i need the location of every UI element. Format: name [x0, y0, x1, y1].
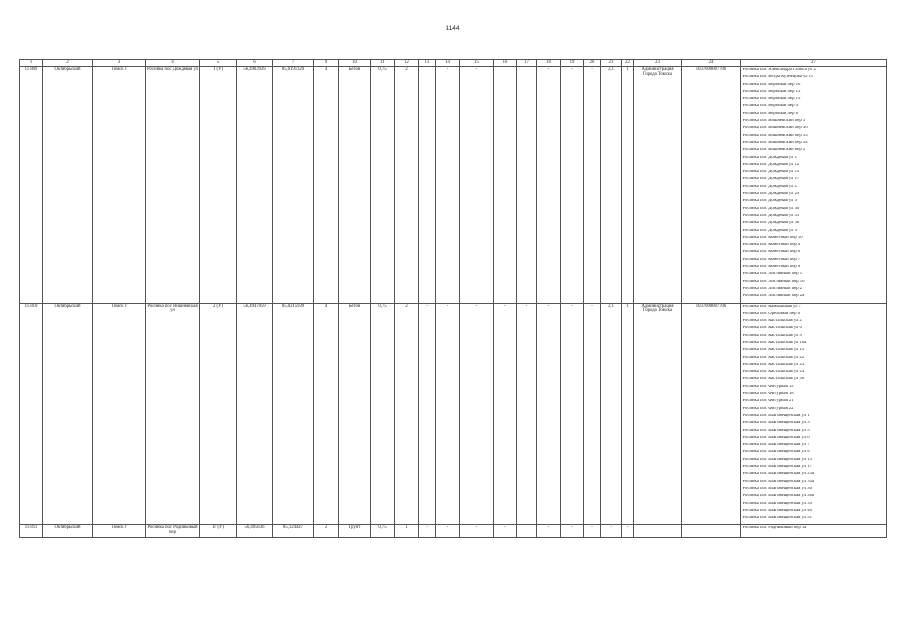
table-cell: Октябрьский	[43, 525, 93, 537]
table-cell	[682, 525, 741, 537]
address-line: Росинка пос Благовещенская ул 17	[742, 465, 812, 470]
table-cell: -	[561, 525, 584, 537]
address-line: Росинка пос Дождевая ул 31	[742, 213, 800, 218]
table-cell: 0,75	[371, 525, 395, 537]
address-line: Росинка пос Вишневский пер 30	[742, 126, 808, 131]
address-line: Росинка пос Листвяный пер 2а	[742, 294, 805, 299]
column-number-cell: 20	[584, 60, 601, 67]
table-cell: Бетон	[339, 67, 371, 304]
table-cell: -	[419, 525, 436, 537]
table-cell: 11.810	[20, 303, 43, 525]
address-line: Росинка пос Благовещенская ул 1	[742, 413, 810, 418]
column-number-cell: 14	[436, 60, 460, 67]
address-line: Росинка пос Фигурная 21	[742, 399, 794, 404]
address-list-cell	[741, 303, 887, 525]
column-number-cell: 15	[460, 60, 494, 67]
column-number-cell: 18	[537, 60, 561, 67]
address-line: Росинка пос Кастальская ул 22	[742, 355, 805, 360]
column-number-cell: 3	[93, 60, 146, 67]
table-row	[20, 525, 887, 537]
column-number-cell: 9	[314, 60, 339, 67]
table-cell: 85,124447	[273, 525, 314, 537]
table-cell: 0,75	[371, 67, 395, 304]
address-line: Росинка пос Дождевая ул 12	[742, 162, 800, 167]
address-line: Росинка пос Вербный пер 8	[742, 111, 798, 116]
table-cell: Администрация Города Томска	[634, 303, 682, 525]
address-line: Росинка пос Кометный пер 8	[742, 265, 801, 270]
table-cell: 56,495636	[237, 525, 273, 537]
table-cell: 4	[314, 303, 339, 525]
table-cell: 1	[622, 67, 634, 304]
address-line: Росинка пос Благовещенская ул 7	[742, 443, 810, 448]
address-line: Росинка пос Кометный пер 7	[742, 257, 801, 262]
address-line: Росинка пос Ореховый пер 6	[742, 311, 800, 316]
address-line: Росинка пос Дождевая ул 2	[742, 184, 797, 189]
table-cell: 1037000087706	[682, 303, 741, 525]
address-list-cell	[741, 67, 887, 304]
table-cell: Бетон	[339, 303, 371, 525]
table-cell: Росинка пос Вишневская ул	[146, 303, 200, 525]
address-line: Росинка пос Листвяный пер 10	[742, 279, 805, 284]
column-number-cell: 5	[200, 60, 237, 67]
table-cell: -	[517, 303, 537, 525]
table-cell: Администрация Города Томска	[634, 67, 682, 304]
column-number-cell: 10	[339, 60, 371, 67]
table-cell: -	[561, 67, 584, 304]
table-cell: 56,4903939	[237, 67, 273, 304]
address-line: Росинка пос Кастальская ул 10а	[742, 340, 807, 345]
table-cell: Грунт	[339, 525, 371, 537]
table-cell: 85,0215939	[273, 303, 314, 525]
table-cell: 2	[395, 303, 419, 525]
table-cell: -	[584, 525, 601, 537]
address-line: Росинка пос Благовещенская ул 23а	[742, 472, 815, 477]
table-cell: Росинка пос Дождевая ул	[146, 67, 200, 304]
column-number-cell: 13	[419, 60, 436, 67]
address-line: Росинка пос Вишневский пер 33	[742, 133, 808, 138]
address-line: Росинка пос Благовещенская ул 40	[742, 508, 812, 513]
table-cell: 2 (У)	[200, 303, 237, 525]
address-line: Росинка пос Благовещенская ул 39	[742, 501, 812, 506]
address-line: Росинка пос Вишневский пер 3	[742, 119, 806, 124]
table-cell: -	[601, 525, 622, 537]
table-cell: -	[460, 303, 494, 525]
address-line: Росинка пос Дождевая ул 17	[742, 177, 800, 182]
address-line: Росинка пос Кастальская ул 15	[742, 348, 805, 353]
address-list-cell	[741, 525, 887, 537]
address-line: Росинка пос Вишневский пер 34	[742, 140, 808, 145]
column-number-cell: 2	[43, 60, 93, 67]
address-line: Росинка пос Камышовая ул 7	[742, 304, 801, 309]
address-line: Росинка пос Кастальская ул 2	[742, 319, 802, 324]
address-line: Росинка пос Александра Галиса ул 2	[742, 68, 816, 72]
table-cell: Октябрьский	[43, 67, 93, 304]
address-line: Росинка пос Кастальская ул 30	[742, 377, 805, 382]
table-cell: -	[460, 67, 494, 304]
column-number-cell: 19	[561, 60, 584, 67]
address-line: Росинка пос Благовещенская ул 51	[742, 516, 812, 521]
address-line: Росинка пос Благовещенская ул 36	[742, 486, 812, 491]
address-line: Росинка пос Фигурная 18	[742, 392, 794, 397]
table-cell: 2	[314, 525, 339, 537]
table-cell: 2	[395, 67, 419, 304]
table-cell: -	[494, 303, 517, 525]
table-cell: -	[584, 303, 601, 525]
table-cell: Октябрьский	[43, 303, 93, 525]
table-cell: -	[622, 525, 634, 537]
column-number-cell: 11	[371, 60, 395, 67]
column-number-cell: 7	[273, 60, 314, 67]
column-number-cell: 12	[395, 60, 419, 67]
table-row	[20, 67, 887, 304]
table-cell: 0,75	[371, 303, 395, 525]
table-cell	[517, 525, 537, 537]
table-cell: -	[436, 303, 460, 525]
address-line: Росинка пос Кометный пер 10	[742, 235, 803, 240]
address-line: Росинка пос Вербный пер 13	[742, 89, 801, 94]
address-line: Росинка пос Дождевая ул 36	[742, 221, 800, 226]
table-cell: 11.809	[20, 67, 43, 304]
address-line: Росинка пос Дождевая ул 29	[742, 192, 800, 197]
table-cell: 1037000087706	[682, 67, 741, 304]
table-cell: -	[561, 303, 584, 525]
table-cell: 1 (У)	[200, 67, 237, 304]
table-cell	[517, 67, 537, 304]
column-number-cell: 6	[237, 60, 273, 67]
column-number-cell: 24	[682, 60, 741, 67]
table-cell: Томск г	[93, 525, 146, 537]
column-number-cell: 23	[634, 60, 682, 67]
table-cell: Томск г	[93, 303, 146, 525]
column-number-header	[20, 60, 887, 67]
address-line: Росинка пос Благовещенская ул 6	[742, 435, 810, 440]
table-cell	[494, 67, 517, 304]
address-line: Росинка пос Ветра Кузнецова ул 11	[742, 75, 814, 80]
address-line: Росинка пос Благовещенская ул 38а	[742, 494, 815, 499]
table-cell: -	[537, 67, 561, 304]
address-line: Росинка пос Кастальская ул 6	[742, 326, 802, 331]
column-number-cell: 16	[494, 60, 517, 67]
address-line: Росинка пос Вербный пер 10	[742, 82, 801, 87]
address-line: Росинка пос Дождевая ул 3	[742, 199, 797, 204]
table-cell: 11.811	[20, 525, 43, 537]
table-cell	[419, 67, 436, 304]
address-line: Росинка пос Кастальская ул 24	[742, 370, 805, 375]
table-cell: 85,0191329	[273, 67, 314, 304]
table-cell: 2,1	[601, 67, 622, 304]
table-cell: 1	[395, 525, 419, 537]
column-number-cell: 27	[741, 60, 887, 67]
address-line: Росинка пос Кастальская ул 23	[742, 362, 805, 367]
column-number-cell: 21	[601, 60, 622, 67]
column-number-cell: 22	[622, 60, 634, 67]
address-line: Росинка пос Благовещенская ул 35а	[742, 479, 815, 484]
page-number: 1144	[445, 25, 460, 32]
table-cell: -	[419, 303, 436, 525]
address-line: Росинка пос Благовещенская ул 5	[742, 428, 810, 433]
address-line: Росинка пос Благовещенская ул 3	[742, 421, 810, 426]
table-cell: 56,4947059	[237, 303, 273, 525]
address-line: Росинка пос Дождевая ул 9	[742, 228, 797, 233]
column-number-cell: 17	[517, 60, 537, 67]
address-line: Росинка пос Дождевая ул 30	[742, 206, 800, 211]
address-line: Росинка пос Дождевая ул 1	[742, 155, 797, 160]
address-line: Росинка пос Кометный пер 4	[742, 243, 801, 248]
address-line: Росинка пос Кастальская ул 9	[742, 333, 802, 338]
table-cell: -	[494, 525, 517, 537]
address-line: Росинка пос Вербный пер 15	[742, 97, 801, 102]
table-cell: -	[460, 525, 494, 537]
address-line: Росинка пос Благовещенская ул 13	[742, 457, 812, 462]
table-cell: Томск г	[93, 67, 146, 304]
address-line: Росинка пос Благовещенская ул 8	[742, 450, 810, 455]
table-cell: -	[584, 67, 601, 304]
table-cell: 1г (У)	[200, 525, 237, 537]
column-number-cell: 4	[146, 60, 200, 67]
table-cell: 2,1	[601, 303, 622, 525]
address-line: Росинка пос Вербный пер 4	[742, 104, 798, 109]
table-cell	[634, 525, 682, 537]
table-cell: -	[537, 303, 561, 525]
address-line: Росинка пос Дождевая ул 15	[742, 170, 800, 175]
table-cell: -	[436, 67, 460, 304]
table-cell: 1	[622, 303, 634, 525]
table-cell: -	[436, 525, 460, 537]
header-row	[20, 60, 887, 67]
address-line: Росинка пос Листвяный пер 1	[742, 272, 803, 277]
table-cell: Росинка пос Родниковый пер	[146, 525, 200, 537]
table-body	[20, 67, 887, 538]
address-line: Росинка пос Фигурная 12	[742, 384, 794, 389]
table-row	[20, 303, 887, 525]
address-line: Росинка пос Родниковый пер 1а	[742, 526, 807, 531]
address-line: Росинка пос Вишневский пер 2	[742, 148, 806, 153]
registry-table	[19, 59, 887, 538]
table-cell: 4	[314, 67, 339, 304]
address-line: Росинка пос Фигурная 22	[742, 406, 794, 411]
column-number-cell: 1	[20, 60, 43, 67]
address-line: Росинка пос Листвяный пер 2	[742, 286, 803, 291]
address-line: Росинка пос Кометный пер 6	[742, 250, 801, 255]
table-cell: -	[537, 525, 561, 537]
